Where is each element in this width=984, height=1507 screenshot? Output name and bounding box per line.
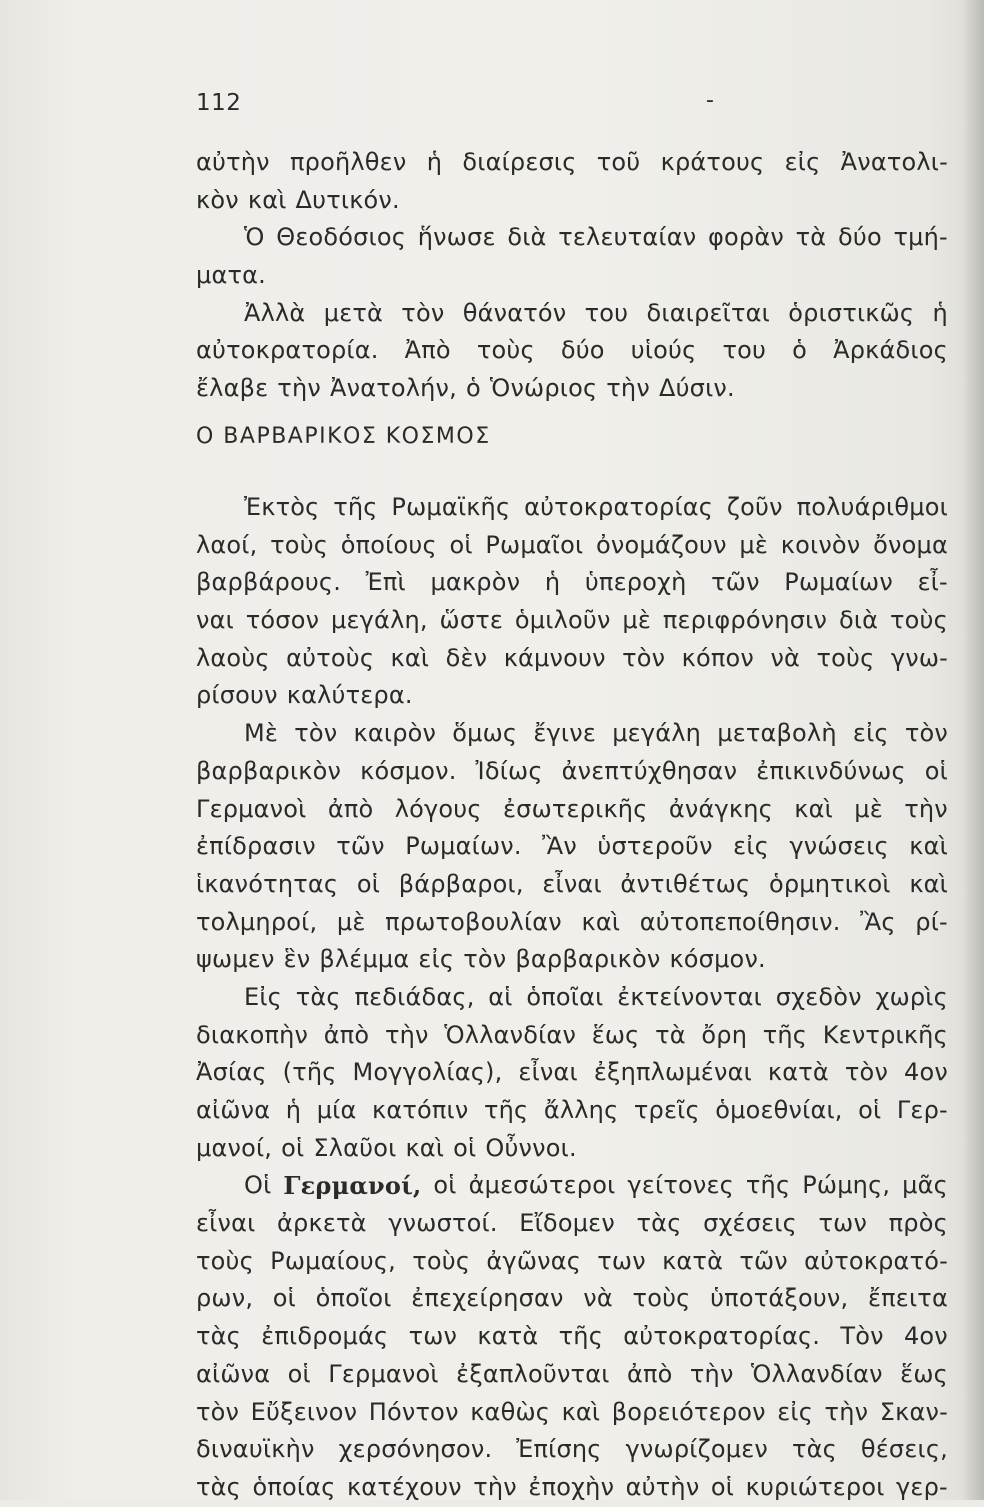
intro-paragraphs bbox=[196, 144, 948, 408]
text-line: αὐτὴν προῆλθεν ἡ διαίρεσις τοῦ κράτους εἰς Ἀνατολι- bbox=[196, 148, 948, 176]
text-line: ἔλαβε τὴν Ἀνατολήν, ὁ Ὁνώριος τὴν Δύσιν. bbox=[196, 374, 735, 403]
text-line: Ἐκτὸς τῆς Ρωμαϊκῆς αὐτοκρατορίας ζοῦν πολυάριθμοι bbox=[244, 493, 948, 521]
text-line: τολμηροί, μὲ πρωτοβουλίαν καὶ αὐτοπεποίθησιν. Ἂς ρί- bbox=[196, 907, 948, 936]
text-line: Γερμανοὶ ἀπὸ λόγους ἐσωτερικῆς ἀνάγκης καὶ μὲ τὴν bbox=[196, 794, 948, 823]
text-line: ναι τόσον μεγάλη, ὥστε ὁμιλοῦν μὲ περιφρόνησιν διὰ τοὺς bbox=[196, 606, 948, 635]
text-line: Μὲ τὸν καιρὸν ὅμως ἔγινε μεγάλη μεταβολὴ εἰς τὸν bbox=[244, 719, 948, 748]
text-line: κὸν καὶ Δυτικόν. bbox=[196, 185, 400, 214]
page-edge-shadow bbox=[962, 0, 984, 1500]
top-mark: - bbox=[706, 88, 714, 113]
text-line: ματα. bbox=[196, 261, 266, 290]
page-number: 112 bbox=[196, 90, 242, 116]
text-line: ψωμεν ἓν βλέμμα εἰς τὸν βαρβαρικὸν κόσμον. bbox=[196, 945, 766, 974]
text-line: διακοπὴν ἀπὸ τὴν Ὁλλανδίαν ἕως τὰ ὄρη τῆς Κεντρικῆς bbox=[196, 1020, 948, 1049]
text-line: λαοί, τοὺς ὁποίους οἱ Ρωμαῖοι ὀνομάζουν μὲ κοινὸν ὄνομα bbox=[196, 530, 948, 559]
text-line: ἱκανότητας οἱ βάρβαροι, εἶναι ἀντιθέτως ὁρμητικοὶ καὶ bbox=[196, 869, 948, 898]
text-line: ρίσουν καλύτερα. bbox=[196, 681, 413, 710]
text-line: ρων, οἱ ὁποῖοι ἐπεχείρησαν νὰ τοὺς ὑποτάξουν, ἔπειτα bbox=[196, 1284, 948, 1313]
body-paragraphs bbox=[196, 489, 948, 1507]
text-line: ἐπίδρασιν τῶν Ρωμαίων. Ἂν ὑστεροῦν εἰς γνώσεις καὶ bbox=[196, 832, 948, 861]
text-line: αἰῶνα οἱ Γερμανοὶ ἐξαπλοῦνται ἀπὸ τὴν Ὁλλανδίαν ἕως bbox=[196, 1359, 948, 1388]
text-line: τοὺς Ρωμαίους, τοὺς ἀγῶνας των κατὰ τῶν αὐτοκρατό- bbox=[196, 1246, 948, 1275]
text-line: τὸν Εὔξεινον Πόντον καθὼς καὶ βορειότερον εἰς τὴν Σκαν- bbox=[196, 1397, 948, 1426]
text-line: τὰς ὁποίας κατέχουν τὴν ἐποχὴν αὐτὴν οἱ κυριώτεροι γερ- bbox=[196, 1472, 948, 1501]
text-line: Οἱ Γερμανοί, οἱ ἀμεσώτεροι γείτονες τῆς Ρώμης, μᾶς bbox=[244, 1171, 948, 1201]
text-line: αὐτοκρατορία. Ἀπὸ τοὺς δύο υἱούς του ὁ Ἀρκάδιος bbox=[196, 336, 948, 365]
text-line: βαρβάρους. Ἐπὶ μακρὸν ἡ ὑπεροχὴ τῶν Ρωμαίων εἶ- bbox=[196, 568, 948, 597]
text-line: διναυϊκὴν χερσόνησον. Ἐπίσης γνωρίζομεν τὰς θέσεις, bbox=[196, 1435, 948, 1464]
text-line: Ὁ Θεοδόσιος ἥνωσε διὰ τελευταίαν φορὰν τὰ δύο τμή- bbox=[244, 223, 948, 252]
text-line: λαοὺς αὐτοὺς καὶ δὲν κάμνουν τὸν κόπον νὰ τοὺς γνω- bbox=[196, 643, 948, 672]
text-line: μανοί, οἱ Σλαῦοι καὶ οἱ Οὖννοι. bbox=[196, 1133, 577, 1162]
section-heading: Ο ΒΑΡΒΑΡΙΚΟΣ ΚΟΣΜΟΣ bbox=[196, 424, 491, 449]
text-line: εἶναι ἀρκετὰ γνωστοί. Εἴδομεν τὰς σχέσεις των πρὸς bbox=[196, 1209, 948, 1238]
text-line: τὰς ἐπιδρομάς των κατὰ τῆς αὐτοκρατορίας. Τὸν 4ον bbox=[196, 1322, 948, 1351]
text-line: αἰῶνα ἡ μία κατόπιν τῆς ἄλλης τρεῖς ὁμοεθνίαι, οἱ Γερ- bbox=[196, 1096, 948, 1124]
text-line: Ἀσίας (τῆς Μογγολίας), εἶναι ἐξηπλωμέναι κατὰ τὸν 4ον bbox=[196, 1058, 948, 1087]
text-line: βαρβαρικὸν κόσμον. Ἰδίως ἀνεπτύχθησαν ἐπικινδύνως οἱ bbox=[196, 756, 948, 785]
text-line: Ἀλλὰ μετὰ τὸν θάνατόν του διαιρεῖται ὁριστικῶς ἡ bbox=[244, 298, 948, 327]
text-line: Εἰς τὰς πεδιάδας, αἱ ὁποῖαι ἐκτείνονται σχεδὸν χωρὶς bbox=[244, 982, 948, 1011]
